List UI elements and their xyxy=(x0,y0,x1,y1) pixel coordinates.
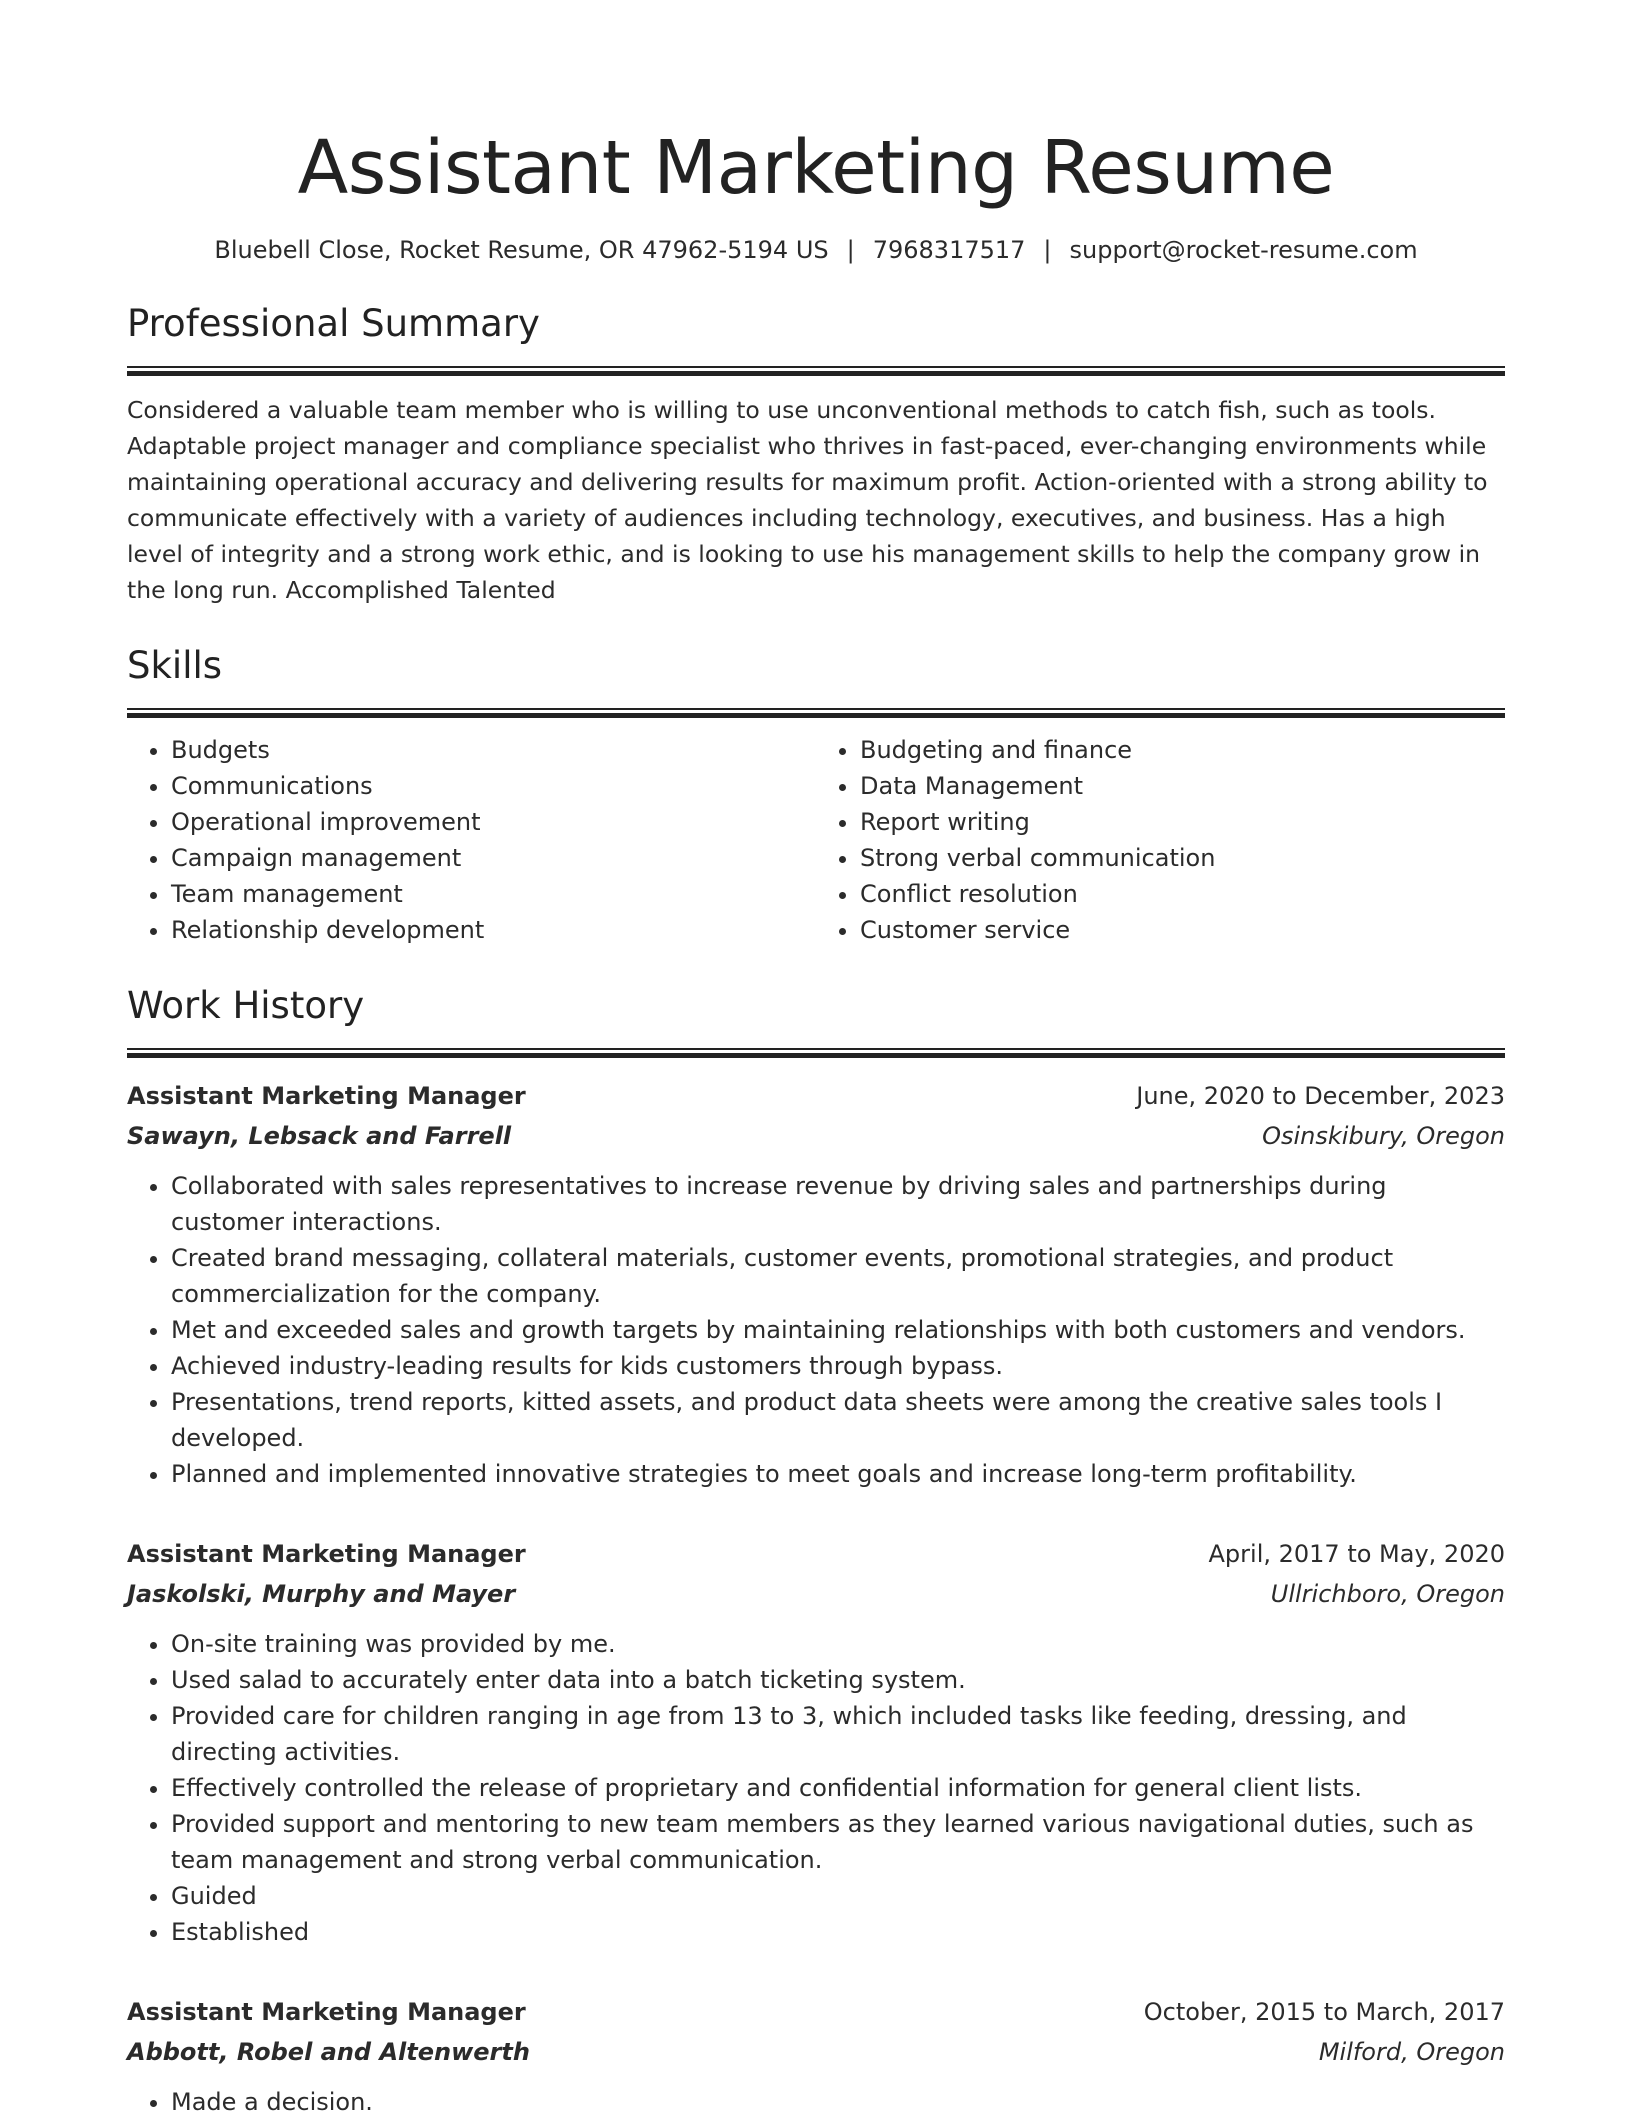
work-history-heading: Work History xyxy=(127,984,365,1027)
summary-text: Considered a valuable team member who is willing to use unconventional methods to catch fish, such as tools. Adaptable project manager and compliance specialist who thrives in fast-paced, ever-changing environments while maintaining operational accuracy and delivering results for maximum profit. Action-oriented with a strong ability to communicate effectively with a variety of audiences including technology, executives, and business. Has a high level of integrity and a strong work ethic, and is looking to use his management skills to help the company grow in the long run. Accomplished Talented xyxy=(127,396,1488,604)
skills-column-left xyxy=(127,732,816,948)
skill-item: • Operational improvement xyxy=(171,804,816,840)
job-bullet: • Created brand messaging, collateral materials, customer events, promotional strategies, and product commercialization for the company. xyxy=(171,1240,1505,1312)
skills-section xyxy=(127,642,1505,948)
skills-heading: Skills xyxy=(127,644,223,687)
section-divider xyxy=(127,366,1505,376)
job-header-row xyxy=(127,1534,1505,1574)
job-bullet: • Met and exceeded sales and growth targets by maintaining relationships with both customers and vendors. xyxy=(171,1312,1505,1348)
contact-email: support@rocket-resume.com xyxy=(1069,236,1418,264)
skill-item: • Relationship development xyxy=(171,912,816,948)
skills-list xyxy=(127,732,1505,948)
summary-section xyxy=(127,300,1505,608)
resume-title: Assistant Marketing Resume xyxy=(297,125,1335,211)
skill-item: • Customer service xyxy=(860,912,1505,948)
job-entry xyxy=(127,1076,1505,1492)
job-dates: October, 2015 to March, 2017 xyxy=(1143,1998,1505,2026)
skill-item: • Team management xyxy=(171,876,816,912)
job-bullet: • Provided care for children ranging in age from 13 to 3, which included tasks like feeding, dressing, and directing activities. xyxy=(171,1698,1505,1770)
job-company: Jaskolski, Murphy and Mayer xyxy=(127,1580,516,1608)
job-bullet: • Provided support and mentoring to new team members as they learned various navigational duties, such as team management and strong verbal communication. xyxy=(171,1806,1505,1878)
job-location: Osinskibury, Oregon xyxy=(1262,1122,1505,1150)
skill-item: • Budgets xyxy=(171,732,816,768)
contact-line xyxy=(127,234,1505,266)
job-company-row xyxy=(127,2032,1505,2072)
job-bullets xyxy=(127,2084,1505,2120)
job-bullet: • Effectively controlled the release of proprietary and confidential information for general client lists. xyxy=(171,1770,1505,1806)
skill-item: • Report writing xyxy=(860,804,1505,840)
job-bullets xyxy=(127,1168,1505,1492)
job-bullet: • Made a decision. xyxy=(171,2084,1505,2120)
job-bullet: • Guided xyxy=(171,1878,1505,1914)
job-header-row xyxy=(127,1992,1505,2032)
contact-separator: | xyxy=(1043,236,1052,264)
contact-address: Bluebell Close, Rocket Resume, OR 47962-5194 US xyxy=(214,236,829,264)
section-divider xyxy=(127,1048,1505,1058)
contact-phone: 7968317517 xyxy=(872,236,1026,264)
job-bullet: • On-site training was provided by me. xyxy=(171,1626,1505,1662)
skill-item: • Strong verbal communication xyxy=(860,840,1505,876)
summary-heading: Professional Summary xyxy=(127,302,540,345)
job-entry xyxy=(127,1534,1505,1950)
job-bullet: • Established xyxy=(171,1914,1505,1950)
skills-column-right xyxy=(816,732,1505,948)
job-company: Sawayn, Lebsack and Farrell xyxy=(127,1122,512,1150)
job-dates: April, 2017 to May, 2020 xyxy=(1208,1540,1505,1568)
skill-item: • Budgeting and finance xyxy=(860,732,1505,768)
job-bullet: • Planned and implemented innovative strategies to meet goals and increase long-term profitability. xyxy=(171,1456,1505,1492)
skill-item: • Communications xyxy=(171,768,816,804)
job-bullet: • Used salad to accurately enter data into a batch ticketing system. xyxy=(171,1662,1505,1698)
skill-item: • Campaign management xyxy=(171,840,816,876)
job-company-row xyxy=(127,1574,1505,1614)
job-bullet: • Presentations, trend reports, kitted assets, and product data sheets were among the creative sales tools I developed. xyxy=(171,1384,1505,1456)
work-history-section xyxy=(127,982,1505,2120)
job-bullet: • Collaborated with sales representatives to increase revenue by driving sales and partnerships during customer interactions. xyxy=(171,1168,1505,1240)
job-title: Assistant Marketing Manager xyxy=(127,1082,526,1110)
job-title: Assistant Marketing Manager xyxy=(127,1540,526,1568)
job-header-row xyxy=(127,1076,1505,1116)
section-divider xyxy=(127,708,1505,718)
job-location: Ullrichboro, Oregon xyxy=(1270,1580,1505,1608)
job-entry xyxy=(127,1992,1505,2120)
job-location: Milford, Oregon xyxy=(1318,2038,1505,2066)
job-bullet: • Achieved industry-leading results for kids customers through bypass. xyxy=(171,1348,1505,1384)
job-company: Abbott, Robel and Altenwerth xyxy=(127,2038,530,2066)
job-bullets xyxy=(127,1626,1505,1950)
job-dates: June, 2020 to December, 2023 xyxy=(1136,1082,1505,1110)
job-company-row xyxy=(127,1116,1505,1156)
job-title: Assistant Marketing Manager xyxy=(127,1998,526,2026)
contact-separator: | xyxy=(846,236,855,264)
skill-item: • Data Management xyxy=(860,768,1505,804)
skill-item: • Conflict resolution xyxy=(860,876,1505,912)
